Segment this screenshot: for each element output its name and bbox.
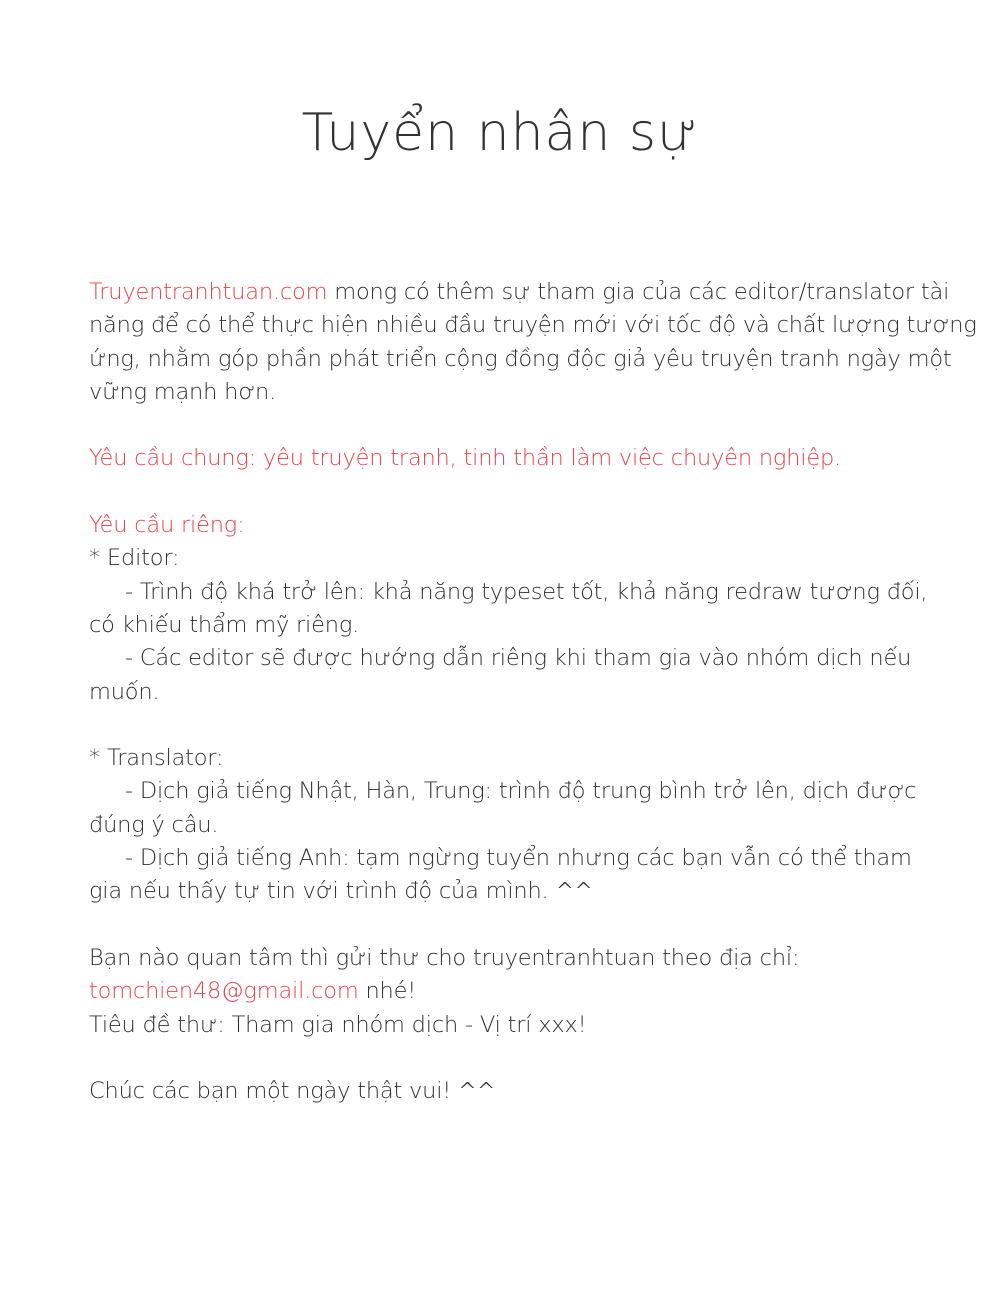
intro-line-3: ứng, nhằm góp phần phát triển cộng đồng độc giả yêu truyện tranh ngày một: [89, 345, 952, 372]
intro-line-4: vững mạnh hơn.: [89, 378, 277, 405]
editor-item-2-line-2: muốn.: [89, 678, 160, 705]
editor-item-1-line-2: có khiếu thẩm mỹ riêng.: [89, 611, 360, 638]
editor-item-2-line-1: - Các editor sẽ được hướng dẫn riêng khi tham gia vào nhóm dịch nếu: [125, 645, 912, 672]
spacer: [89, 909, 959, 942]
announcement-body: [89, 276, 977, 1108]
translator-heading: * Translator:: [89, 745, 224, 772]
email-link[interactable]: tomchien48@gmail.com: [89, 978, 359, 1005]
translator-item-2-line-1: - Dịch giả tiếng Anh: tạm ngừng tuyển nhưng các bạn vẫn có thể tham: [125, 845, 912, 872]
specific-requirement-heading: Yêu cầu riêng:: [89, 512, 245, 539]
closing-line: Chúc các bạn một ngày thật vui! ^^: [89, 1078, 496, 1105]
contact-email-line: [89, 975, 959, 1008]
spacer: [89, 476, 959, 509]
intro-line-1-text: mong có thêm sự tham gia của các editor/translator tài: [327, 279, 950, 305]
page-title: Tuyển nhân sự: [301, 103, 699, 163]
contact-line: Bạn nào quan tâm thì gửi thư cho truyentranhtuan theo địa chỉ:: [89, 944, 800, 971]
editor-heading: * Editor:: [89, 545, 180, 572]
intro-line-1: [89, 276, 959, 309]
email-subject-line: Tiêu đề thư: Tham gia nhóm dịch - Vị trí xxx!: [89, 1011, 587, 1038]
editor-item-1-line-1: - Trình độ khá trở lên: khả năng typeset tốt, khả năng redraw tương đối,: [125, 578, 928, 605]
spacer: [89, 409, 959, 442]
intro-line-2: năng để có thể thực hiện nhiều đầu truyện mới với tốc độ và chất lượng tương: [89, 312, 977, 339]
email-suffix: nhé!: [358, 978, 417, 1005]
general-requirement: Yêu cầu chung: yêu truyện tranh, tinh thần làm việc chuyên nghiệp.: [89, 445, 842, 472]
translator-item-1-line-2: đúng ý câu.: [89, 811, 219, 838]
translator-item-1-line-1: - Dịch giả tiếng Nhật, Hàn, Trung: trình độ trung bình trở lên, dịch được: [125, 778, 917, 805]
spacer: [89, 709, 959, 742]
spacer: [89, 1042, 959, 1075]
translator-item-2-line-2: gia nếu thấy tự tin với trình độ của mình. ^^: [89, 878, 593, 905]
site-link[interactable]: Truyentranhtuan.com: [89, 279, 328, 305]
